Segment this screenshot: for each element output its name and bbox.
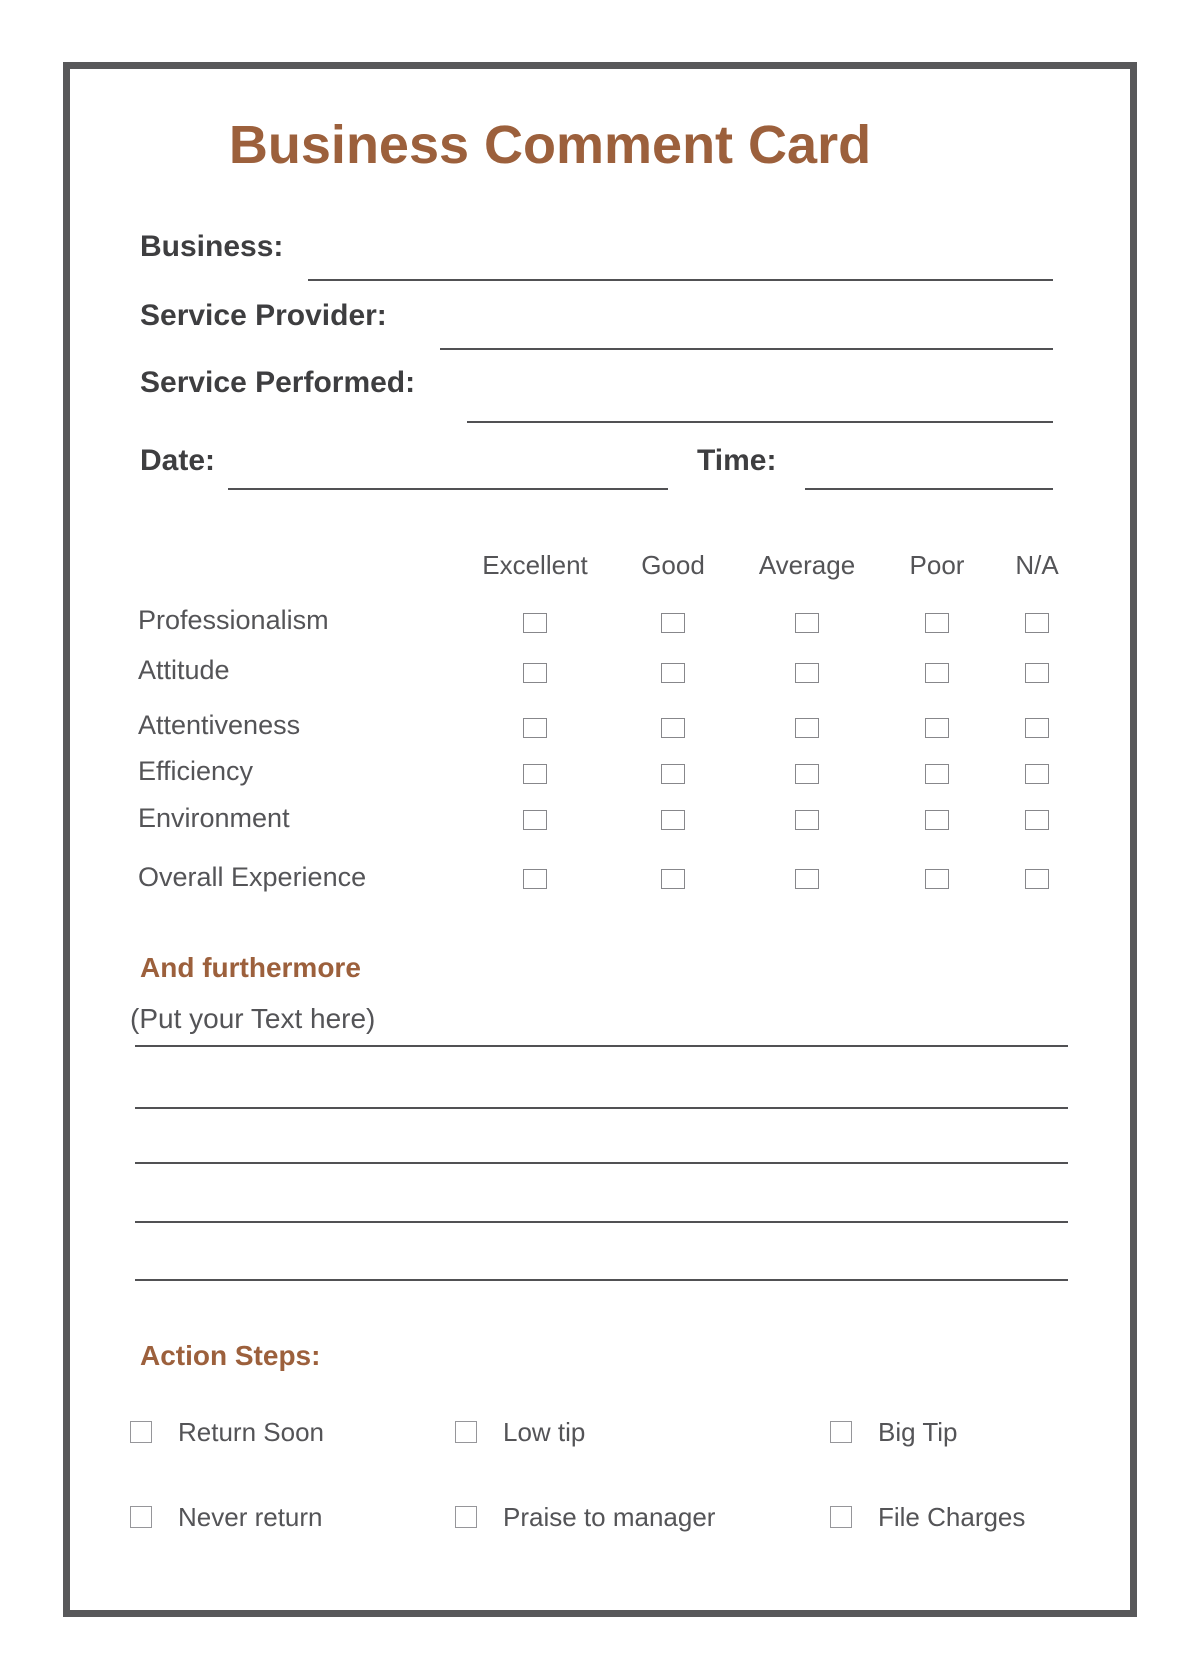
cb-attentiveness-na[interactable]	[1025, 718, 1049, 738]
cb-attentiveness-excellent[interactable]	[523, 718, 547, 738]
date-field-line[interactable]	[228, 488, 668, 490]
rating-column-na: N/A	[1015, 550, 1059, 580]
action-label-file-charges: File Charges	[878, 1502, 1026, 1532]
service-performed-field-label: Service Performed:	[140, 366, 416, 399]
action-label-praise-to-manager: Praise to manager	[503, 1502, 716, 1532]
business-field-line[interactable]	[308, 279, 1053, 281]
rating-row-attitude: Attitude	[138, 655, 230, 685]
rating-column-excellent: Excellent	[482, 550, 588, 580]
cb-overall-na[interactable]	[1025, 869, 1049, 889]
cb-professionalism-average[interactable]	[795, 613, 819, 633]
cb-professionalism-poor[interactable]	[925, 613, 949, 633]
cb-environment-na[interactable]	[1025, 810, 1049, 830]
rating-row-professionalism: Professionalism	[138, 605, 329, 635]
cb-overall-excellent[interactable]	[523, 869, 547, 889]
cb-low-tip[interactable]	[455, 1421, 477, 1443]
rating-row-environment: Environment	[138, 803, 290, 833]
cb-environment-average[interactable]	[795, 810, 819, 830]
comment-placeholder: (Put your Text here)	[130, 1003, 376, 1034]
card-border-frame	[63, 62, 1137, 1617]
cb-overall-good[interactable]	[661, 869, 685, 889]
action-label-return-soon: Return Soon	[178, 1417, 324, 1447]
comment-line[interactable]	[135, 1045, 1068, 1047]
comment-line[interactable]	[135, 1107, 1068, 1109]
cb-efficiency-na[interactable]	[1025, 764, 1049, 784]
cb-professionalism-excellent[interactable]	[523, 613, 547, 633]
comment-line[interactable]	[135, 1162, 1068, 1164]
business-field-label: Business:	[140, 230, 284, 263]
action-label-never-return: Never return	[178, 1502, 323, 1532]
date-field-label: Date:	[140, 444, 216, 477]
cb-efficiency-average[interactable]	[795, 764, 819, 784]
cb-professionalism-good[interactable]	[661, 613, 685, 633]
action-label-big-tip: Big Tip	[878, 1417, 958, 1447]
cb-attentiveness-good[interactable]	[661, 718, 685, 738]
time-field-line[interactable]	[805, 488, 1053, 490]
cb-attitude-poor[interactable]	[925, 663, 949, 683]
service-provider-field-line[interactable]	[440, 348, 1053, 350]
cb-attitude-excellent[interactable]	[523, 663, 547, 683]
cb-big-tip[interactable]	[830, 1421, 852, 1443]
furthermore-heading: And furthermore	[140, 952, 361, 983]
cb-attentiveness-average[interactable]	[795, 718, 819, 738]
cb-praise-to-manager[interactable]	[455, 1506, 477, 1528]
cb-attitude-na[interactable]	[1025, 663, 1049, 683]
cb-environment-excellent[interactable]	[523, 810, 547, 830]
rating-column-poor: Poor	[909, 550, 965, 580]
rating-row-attentiveness: Attentiveness	[138, 710, 301, 740]
cb-overall-average[interactable]	[795, 869, 819, 889]
cb-efficiency-good[interactable]	[661, 764, 685, 784]
cb-professionalism-na[interactable]	[1025, 613, 1049, 633]
comment-line[interactable]	[135, 1221, 1068, 1223]
rating-column-average: Average	[758, 550, 856, 580]
cb-efficiency-excellent[interactable]	[523, 764, 547, 784]
action-steps-heading: Action Steps:	[140, 1340, 321, 1371]
cb-attitude-good[interactable]	[661, 663, 685, 683]
cb-file-charges[interactable]	[830, 1506, 852, 1528]
rating-column-good: Good	[641, 550, 705, 580]
service-performed-field-line[interactable]	[467, 421, 1053, 423]
cb-attentiveness-poor[interactable]	[925, 718, 949, 738]
cb-overall-poor[interactable]	[925, 869, 949, 889]
time-field-label: Time:	[697, 444, 777, 477]
action-label-low-tip: Low tip	[503, 1417, 586, 1447]
cb-environment-good[interactable]	[661, 810, 685, 830]
cb-attitude-average[interactable]	[795, 663, 819, 683]
comment-line[interactable]	[135, 1279, 1068, 1281]
rating-row-efficiency: Efficiency	[138, 756, 254, 786]
rating-row-overall-experience: Overall Experience	[138, 862, 367, 892]
cb-return-soon[interactable]	[130, 1421, 152, 1443]
cb-never-return[interactable]	[130, 1506, 152, 1528]
cb-environment-poor[interactable]	[925, 810, 949, 830]
service-provider-field-label: Service Provider:	[140, 299, 387, 332]
cb-efficiency-poor[interactable]	[925, 764, 949, 784]
page-title: Business Comment Card	[228, 115, 872, 175]
